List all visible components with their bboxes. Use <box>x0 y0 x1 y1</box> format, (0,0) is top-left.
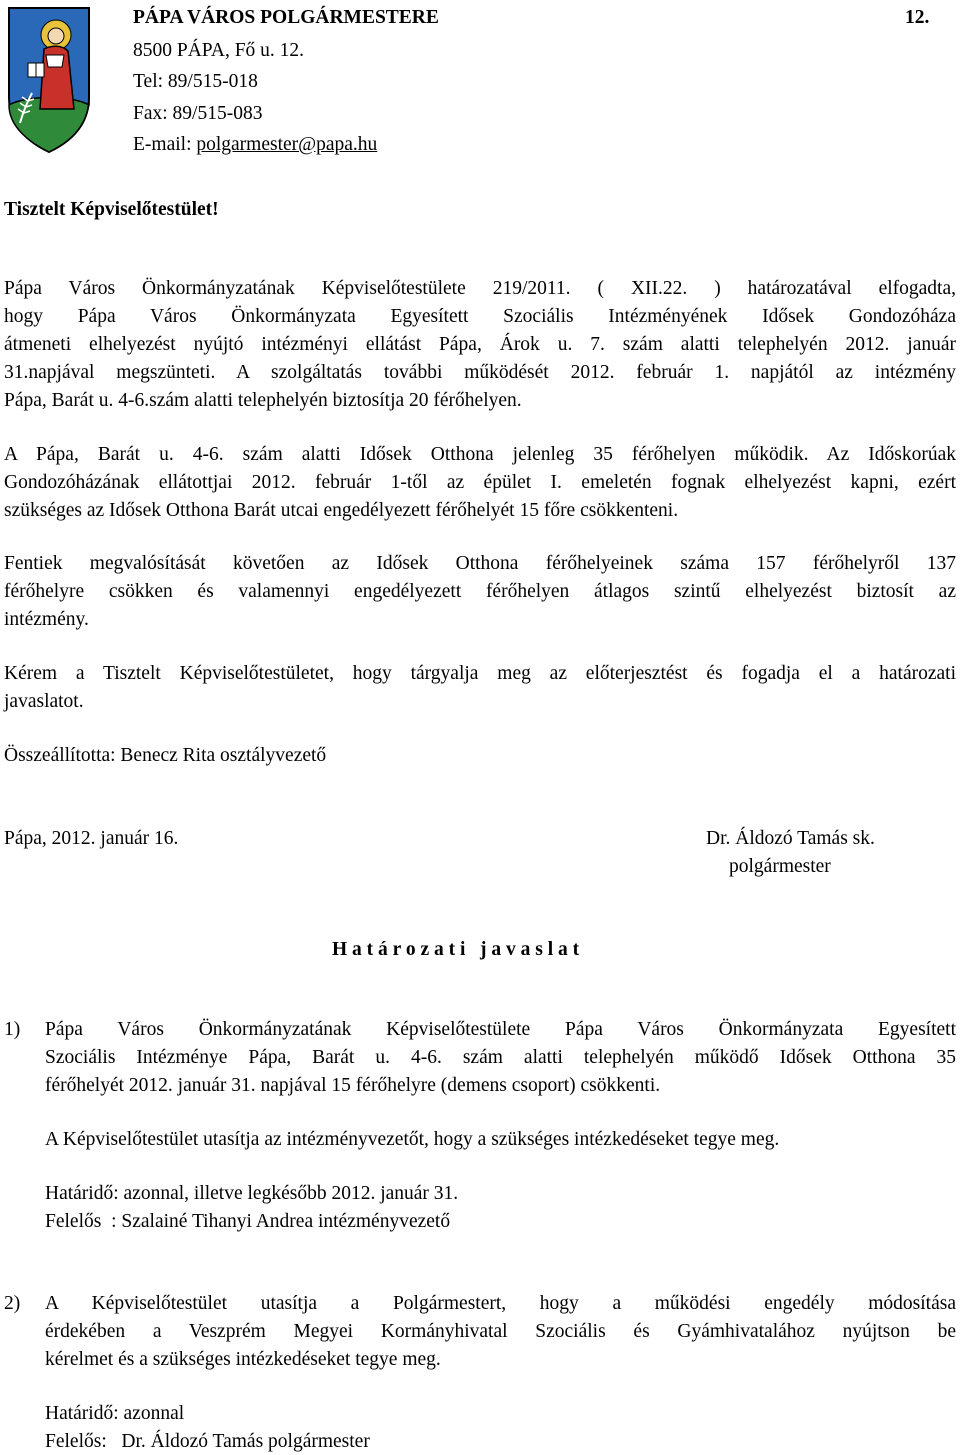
email-label: E-mail: <box>133 134 197 155</box>
resolution-heading: H a t á r o z a t i j a v a s l a t <box>332 939 580 960</box>
paragraph-line: Pápa, Barát u. 4-6.szám alatti telephelyén biztosítja 20 férőhelyen. <box>4 390 522 411</box>
item-line: érdekében a Veszprém Megyei Kormányhivatal Szociális és Gyámhivatalához nyújtson be <box>45 1321 956 1342</box>
page-number: 12. <box>905 7 930 28</box>
item-responsible: Felelős : Szalainé Tihanyi Andrea intézményvezető <box>45 1211 451 1232</box>
paragraph-line: szükséges az Idősek Otthona Barát utcai engedélyezett férőhelyét 15 főre csökkenteni. <box>4 500 679 521</box>
office-email-row <box>133 133 377 157</box>
office-fax: Fax: 89/515-083 <box>133 103 263 124</box>
item-deadline: Határidő: azonnal, illetve legkésőbb 2012. január 31. <box>45 1183 459 1204</box>
paragraph-line: 31.napjával megszünteti. A szolgáltatás további működését 2012. február 1. napjától az intézmény <box>4 362 956 383</box>
paragraph-line: A Pápa, Barát u. 4-6. szám alatti Idősek Otthona jelenleg 35 férőhelyen működik. Az Időskorúak <box>4 444 956 465</box>
item-line: A Képviselőtestület utasítja a Polgármestert, hogy a működési engedély módosítása <box>45 1293 956 1314</box>
item-responsible: Felelős: Dr. Áldozó Tamás polgármester <box>45 1431 370 1452</box>
item-number: 1) <box>4 1019 21 1040</box>
compiled-by: Összeállította: Benecz Rita osztályvezető <box>4 745 327 766</box>
item-line: Szociális Intézménye Pápa, Barát u. 4-6. szám alatti telephelyén működő Idősek Otthona 35 <box>45 1047 956 1068</box>
paragraph-line: átmeneti elhelyezést nyújtó intézményi ellátást Pápa, Árok u. 7. szám alatti telephelyén 2012. január <box>4 334 956 355</box>
office-phone: Tel: 89/515-018 <box>133 71 258 92</box>
item-line: kérelmet és a szükséges intézkedéseket tegye meg. <box>45 1349 441 1370</box>
email-link[interactable]: polgarmester@papa.hu <box>196 134 378 155</box>
item-instruction: A Képviselőtestület utasítja az intézményvezetőt, hogy a szükséges intézkedéseket tegye meg. <box>45 1129 780 1150</box>
office-address: 8500 PÁPA, Fő u. 12. <box>133 40 305 61</box>
item-deadline: Határidő: azonnal <box>45 1403 185 1424</box>
paragraph-line: javaslatot. <box>4 691 84 712</box>
paragraph-line: hogy Pápa Város Önkormányzata Egyesített Szociális Intézményének Idősek Gondozóháza <box>4 306 956 327</box>
signer-name: Dr. Áldozó Tamás sk. <box>706 828 875 849</box>
item-line: Pápa Város Önkormányzatának Képviselőtestülete Pápa Város Önkormányzata Egyesített <box>45 1019 956 1040</box>
salutation: Tisztelt Képviselőtestület! <box>4 199 219 220</box>
paragraph-line: Gondozóházának ellátottjai 2012. február 1-től az épület I. emeletén fognak elhelyezést kapni, ezért <box>4 472 956 493</box>
paragraph-line: intézmény. <box>4 609 89 630</box>
item-number: 2) <box>4 1293 21 1314</box>
signer-role: polgármester <box>729 856 831 877</box>
paragraph-line: Pápa Város Önkormányzatának Képviselőtestülete 219/2011. ( XII.22. ) határozatával elfogadta, <box>4 278 956 299</box>
place-date: Pápa, 2012. január 16. <box>4 828 179 849</box>
coat-of-arms-logo <box>6 5 92 155</box>
office-title: PÁPA VÁROS POLGÁRMESTERE <box>133 7 439 28</box>
paragraph-line: Kérem a Tisztelt Képviselőtestületet, hogy tárgyalja meg az előterjesztést és fogadja el a határozati <box>4 663 956 684</box>
paragraph-line: férőhelyre csökken és valamennyi engedélyezett férőhelyen átlagos szintű elhelyezést biztosít az <box>4 581 956 602</box>
item-line: férőhelyét 2012. január 31. napjával 15 férőhelyre (demens csoport) csökkenti. <box>45 1075 661 1096</box>
paragraph-line: Fentiek megvalósítását követően az Idősek Otthona férőhelyeinek száma 157 férőhelyről 137 <box>4 553 956 574</box>
